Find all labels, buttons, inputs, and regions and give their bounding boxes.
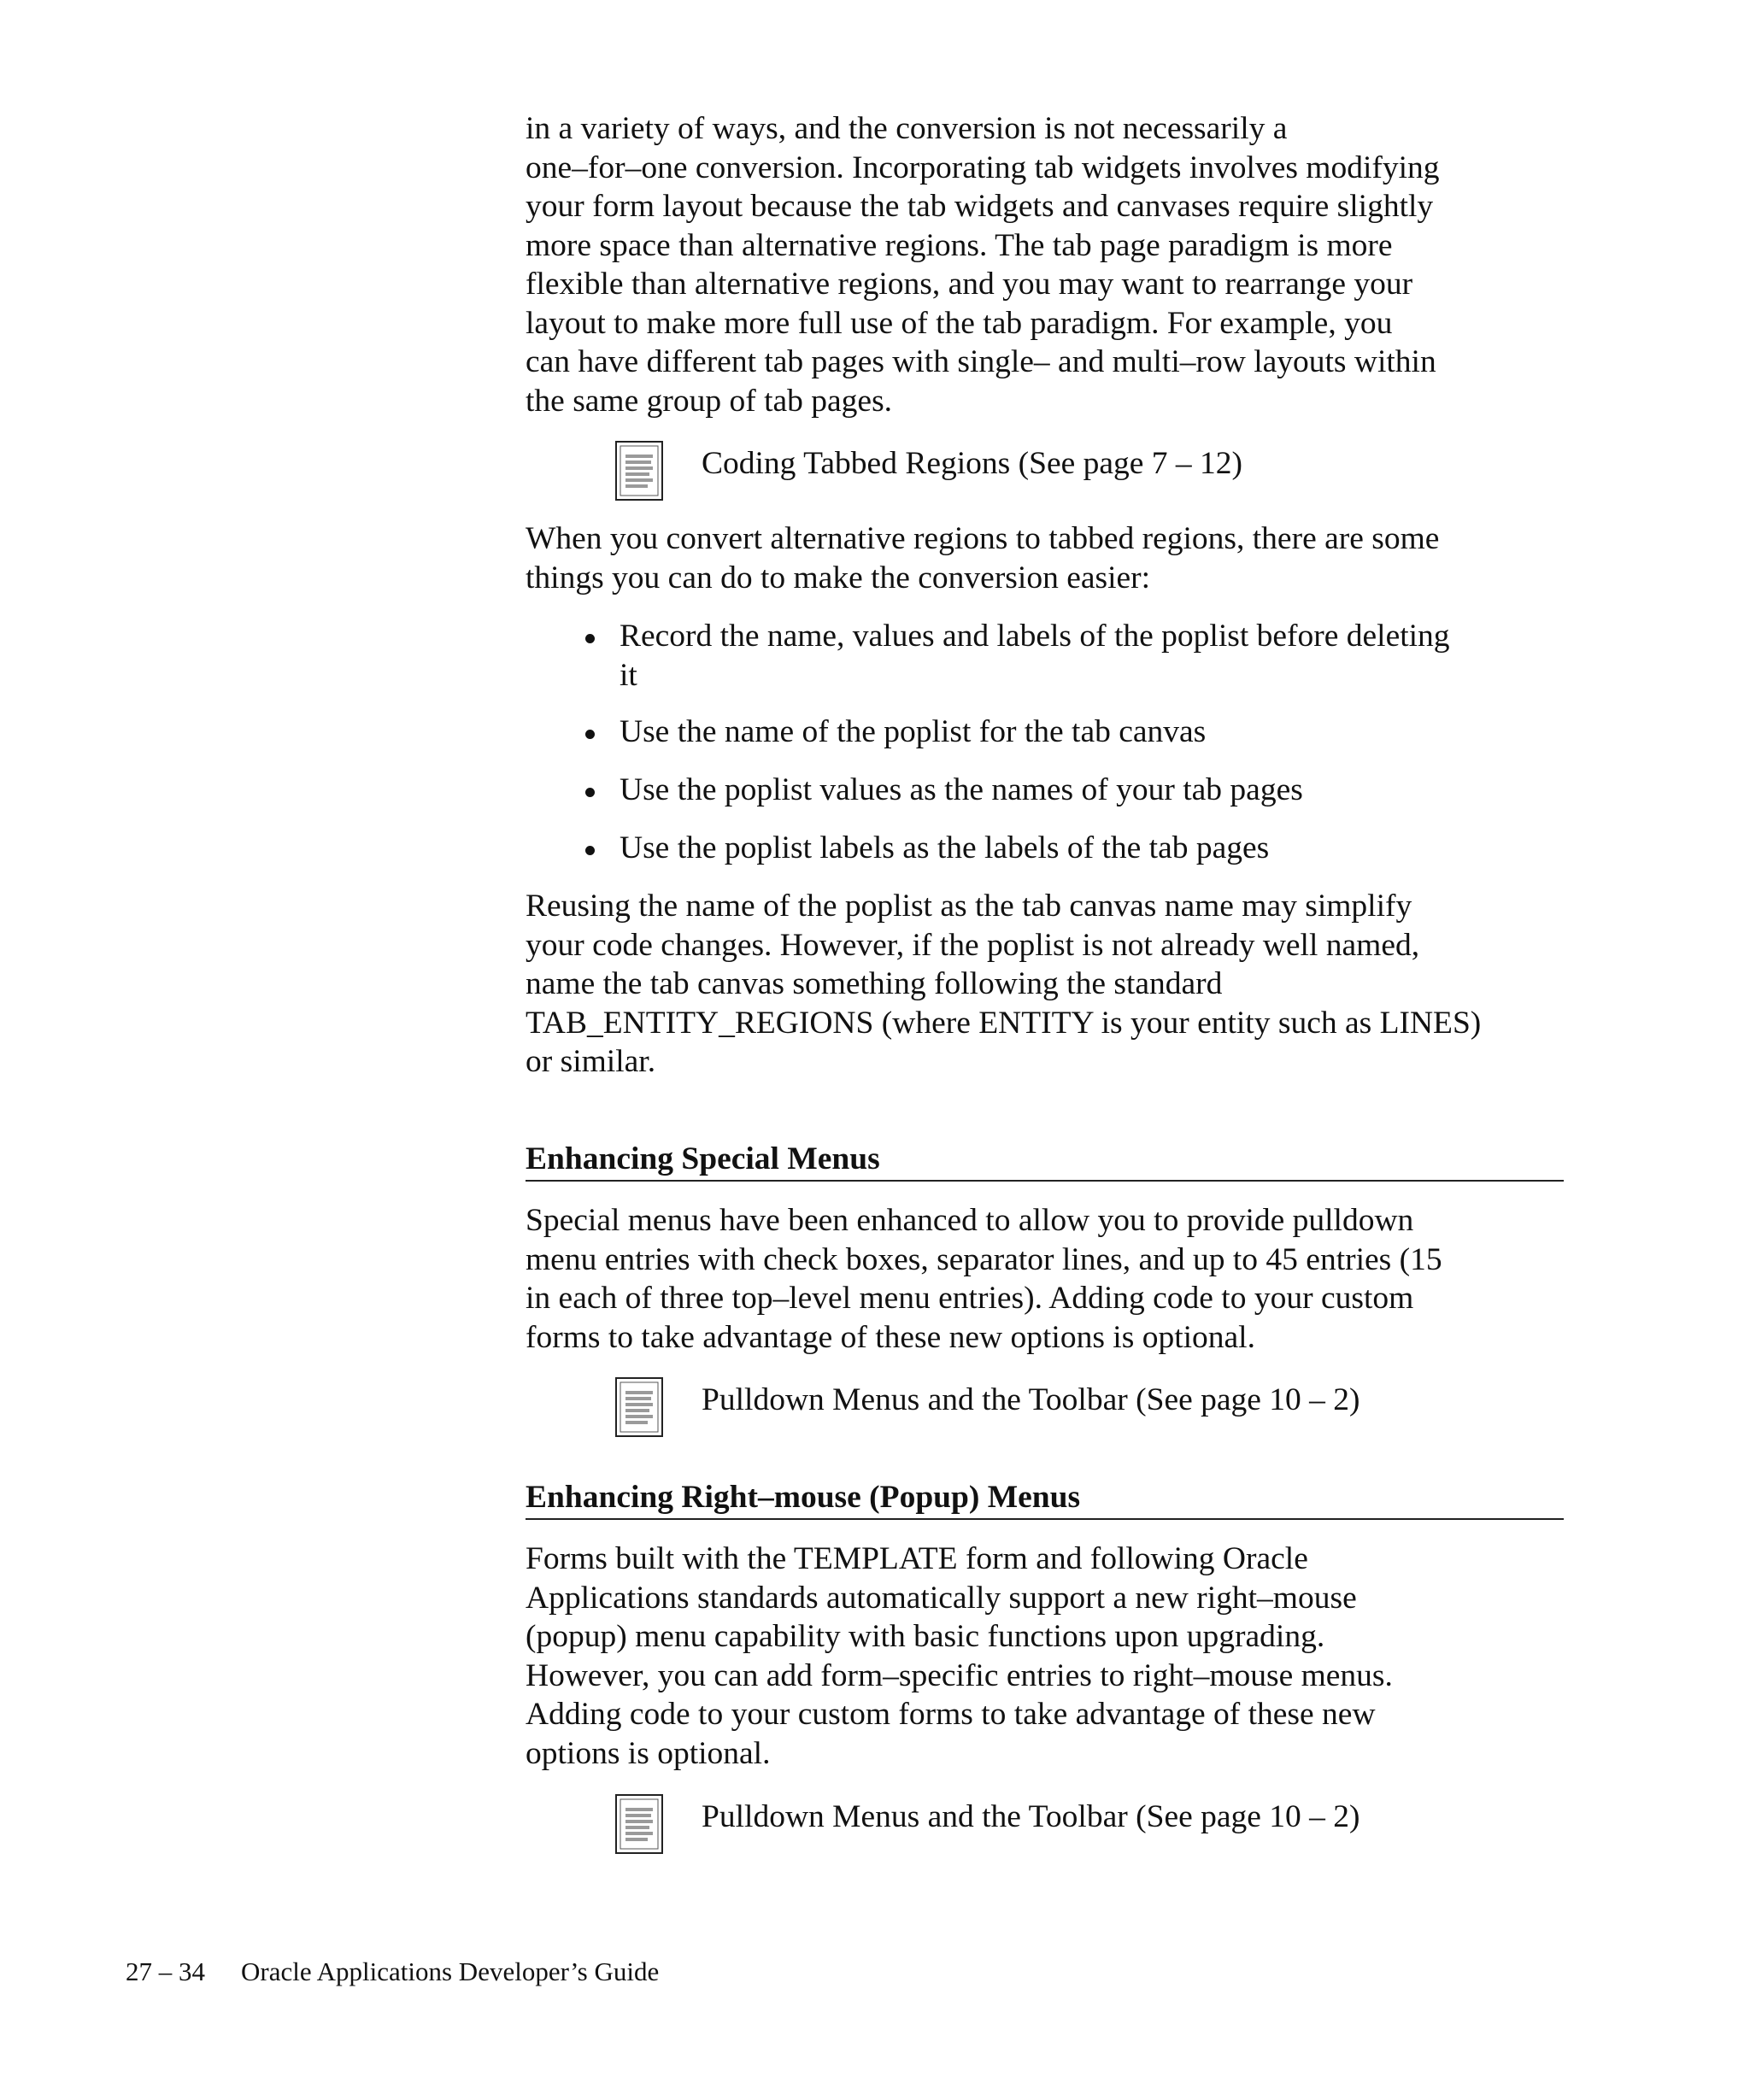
text-line: Use the poplist values as the names of your tab pages [620,772,1303,807]
text-line: menu entries with check boxes, separator lines, and up to 45 entries (15 [526,1241,1442,1277]
text-line: more space than alternative regions. The tab page paradigm is more [526,227,1393,263]
xref-link-text[interactable]: Pulldown Menus and the Toolbar (See page 10 – 2) [702,1382,1360,1417]
text-line: can have different tab pages with single– and multi–row layouts within [526,344,1436,379]
text-line: the same group of tab pages. [526,383,893,419]
text-line: in a variety of ways, and the conversion is not necessarily a [526,111,1288,146]
xref-link-text[interactable]: Coding Tabbed Regions (See page 7 – 12) [702,446,1243,481]
text-line: Use the name of the poplist for the tab canvas [620,714,1207,749]
xref-link-text[interactable]: Pulldown Menus and the Toolbar (See page 10 – 2) [702,1799,1360,1834]
document-icon [615,1794,663,1854]
document-icon [615,1377,663,1437]
book-title: Oracle Applications Developer’s Guide [241,1956,660,1986]
conversion-intro-paragraph [526,519,1564,597]
text-line: TAB_ENTITY_REGIONS (where ENTITY is your entity such as LINES) [526,1005,1482,1041]
text-line: Use the poplist labels as the labels of the tab pages [620,830,1270,865]
section-heading-special-menus: Enhancing Special Menus [526,1140,1564,1182]
text-line: things you can do to make the conversion easier: [526,560,1151,595]
special-menus-paragraph [526,1201,1564,1357]
text-line: name the tab canvas something following the standard [526,966,1223,1001]
bullet-icon [585,634,595,643]
text-line: Applications standards automatically support a new right–mouse [526,1580,1357,1616]
bullet-icon [585,788,595,797]
text-line: layout to make more full use of the tab paradigm. For example, you [526,305,1393,341]
text-line: Adding code to your custom forms to take advantage of these new [526,1697,1376,1732]
text-line: it [620,657,637,693]
text-line: Record the name, values and labels of the poplist before deleting [620,619,1450,654]
text-line: your form layout because the tab widgets and canvases require slightly [526,189,1434,224]
page-footer [126,1952,659,1991]
text-line: (popup) menu capability with basic functions upon upgrading. [526,1619,1325,1654]
text-line: one–for–one conversion. Incorporating tab widgets involves modifying [526,150,1440,185]
text-line: Reusing the name of the poplist as the tab canvas name may simplify [526,889,1412,924]
text-line: or similar. [526,1044,656,1079]
document-icon [615,441,663,501]
section-heading-right-mouse-menus: Enhancing Right–mouse (Popup) Menus [526,1478,1564,1520]
text-line: Forms built with the TEMPLATE form and following Oracle [526,1541,1308,1576]
text-line: When you convert alternative regions to tabbed regions, there are some [526,521,1440,556]
text-line: Special menus have been enhanced to allow you to provide pulldown [526,1203,1414,1238]
page-number: 27 – 34 [126,1956,205,1986]
right-mouse-paragraph [526,1540,1564,1773]
text-line: options is optional. [526,1735,771,1771]
bullet-icon [585,846,595,855]
text-line: However, you can add form–specific entries to right–mouse menus. [526,1657,1393,1693]
text-line: in each of three top–level menu entries). Adding code to your custom [526,1281,1414,1316]
bullet-icon [585,730,595,739]
text-line: forms to take advantage of these new options is optional. [526,1319,1255,1355]
intro-paragraph [526,109,1564,420]
text-line: flexible than alternative regions, and you may want to rearrange your [526,267,1413,302]
text-line: your code changes. However, if the poplist is not already well named, [526,927,1420,963]
reuse-paragraph [526,887,1564,1082]
